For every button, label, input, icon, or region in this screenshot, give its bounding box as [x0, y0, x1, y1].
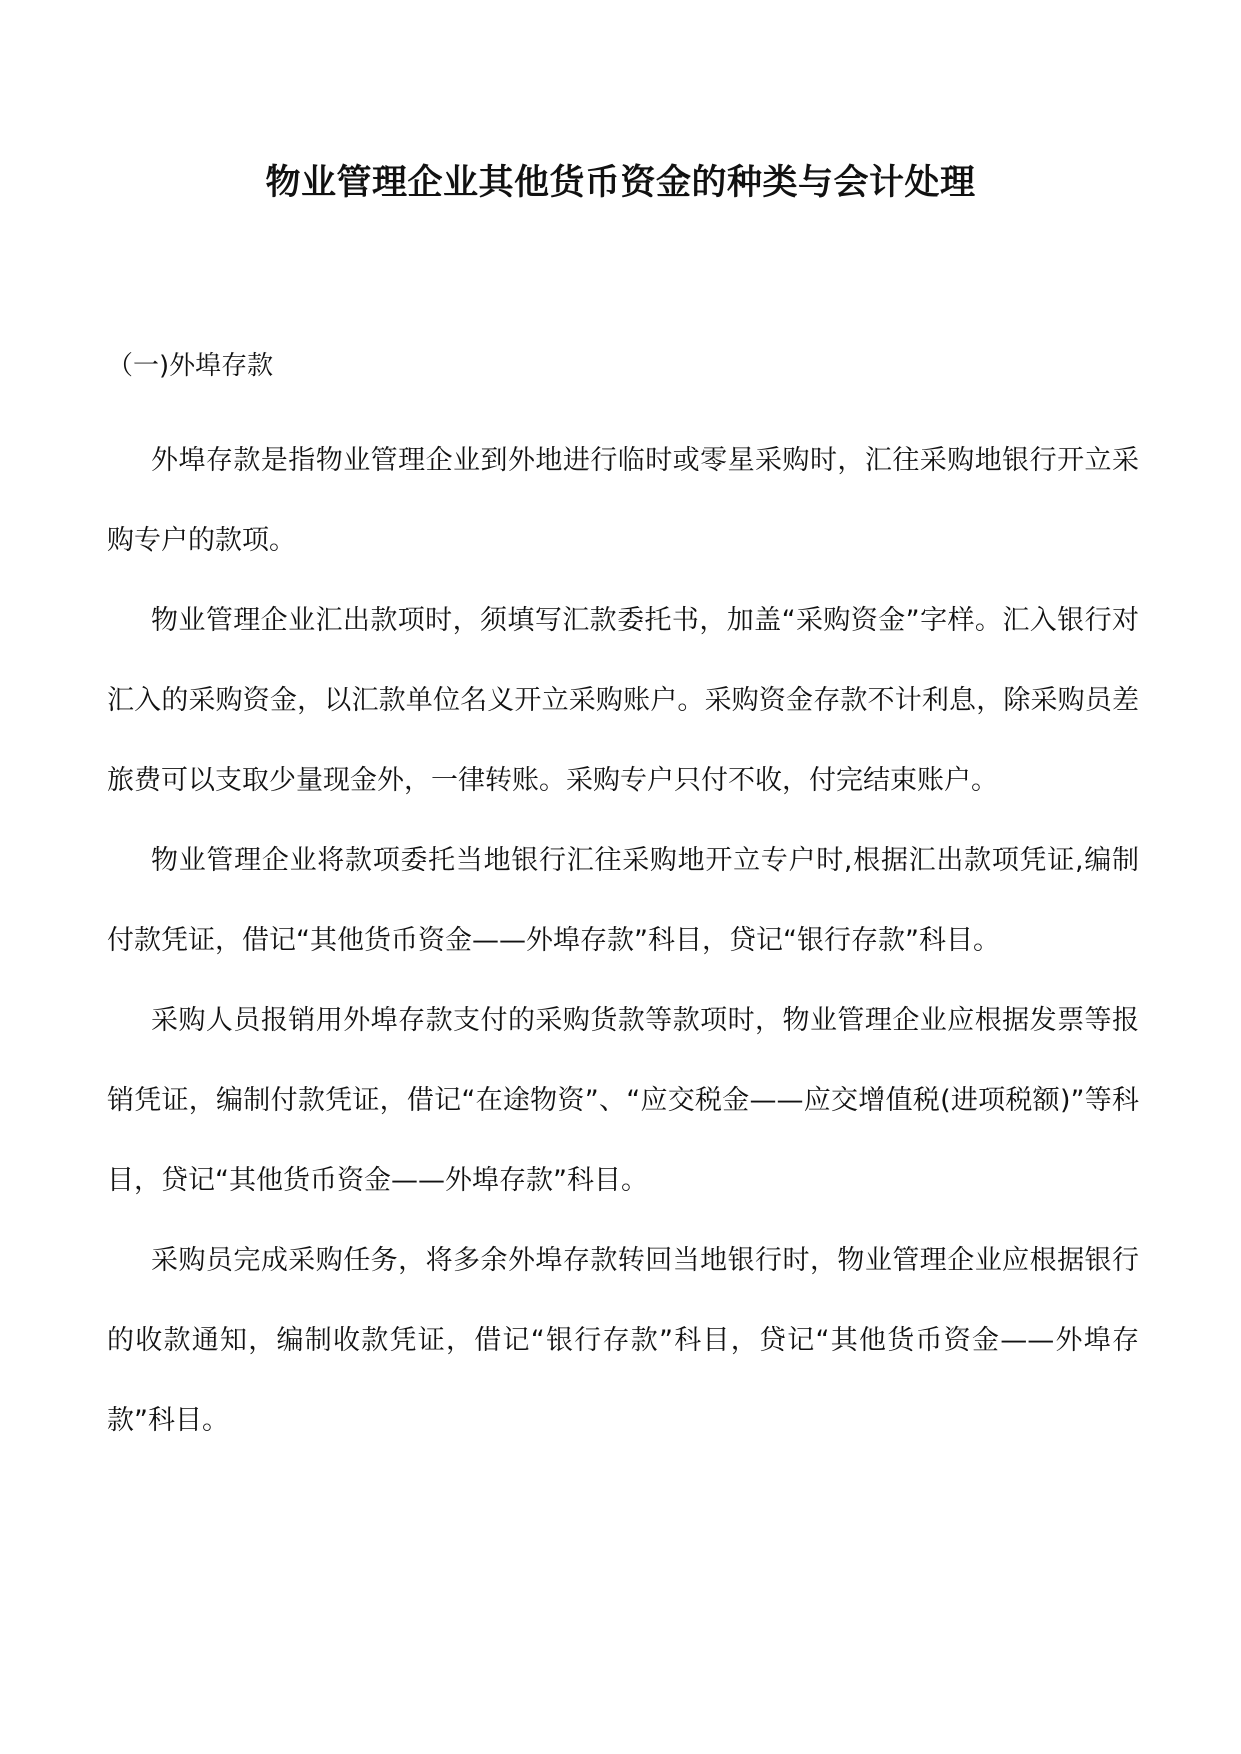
paragraph-3: 物业管理企业将款项委托当地银行汇往采购地开立专户时,根据汇出款项凭证,编制付款凭证，借记“其他货币资金——外埠存款”科目，贷记“银行存款”科目。: [107, 845, 1139, 956]
section-heading: （一)外埠存款: [107, 351, 274, 381]
paragraph-2: 物业管理企业汇出款项时，须填写汇款委托书，加盖“采购资金”字样。汇入银行对汇入的采购资金，以汇款单位名义开立采购账户。采购资金存款不计利息，除采购员差旅费可以支取少量现金外，一律转账。采购专户只付不收，付完结束账户。: [107, 605, 1139, 796]
paragraph-1: 外埠存款是指物业管理企业到外地进行临时或零星采购时，汇往采购地银行开立采购专户的款项。: [107, 445, 1139, 556]
paragraph-4: 采购人员报销用外埠存款支付的采购货款等款项时，物业管理企业应根据发票等报销凭证，编制付款凭证，借记“在途物资”、“应交税金——应交增值税(进项税额)”等科目，贷记“其他货币资金——外埠存款”科目。: [107, 1005, 1139, 1196]
paragraph-5: 采购员完成采购任务，将多余外埠存款转回当地银行时，物业管理企业应根据银行的收款通知，编制收款凭证，借记“银行存款”科目，贷记“其他货币资金——外埠存款”科目。: [107, 1245, 1139, 1436]
document-body: [107, 341, 1139, 1461]
page-title: 物业管理企业其他货币资金的种类与会计处理: [265, 163, 976, 203]
